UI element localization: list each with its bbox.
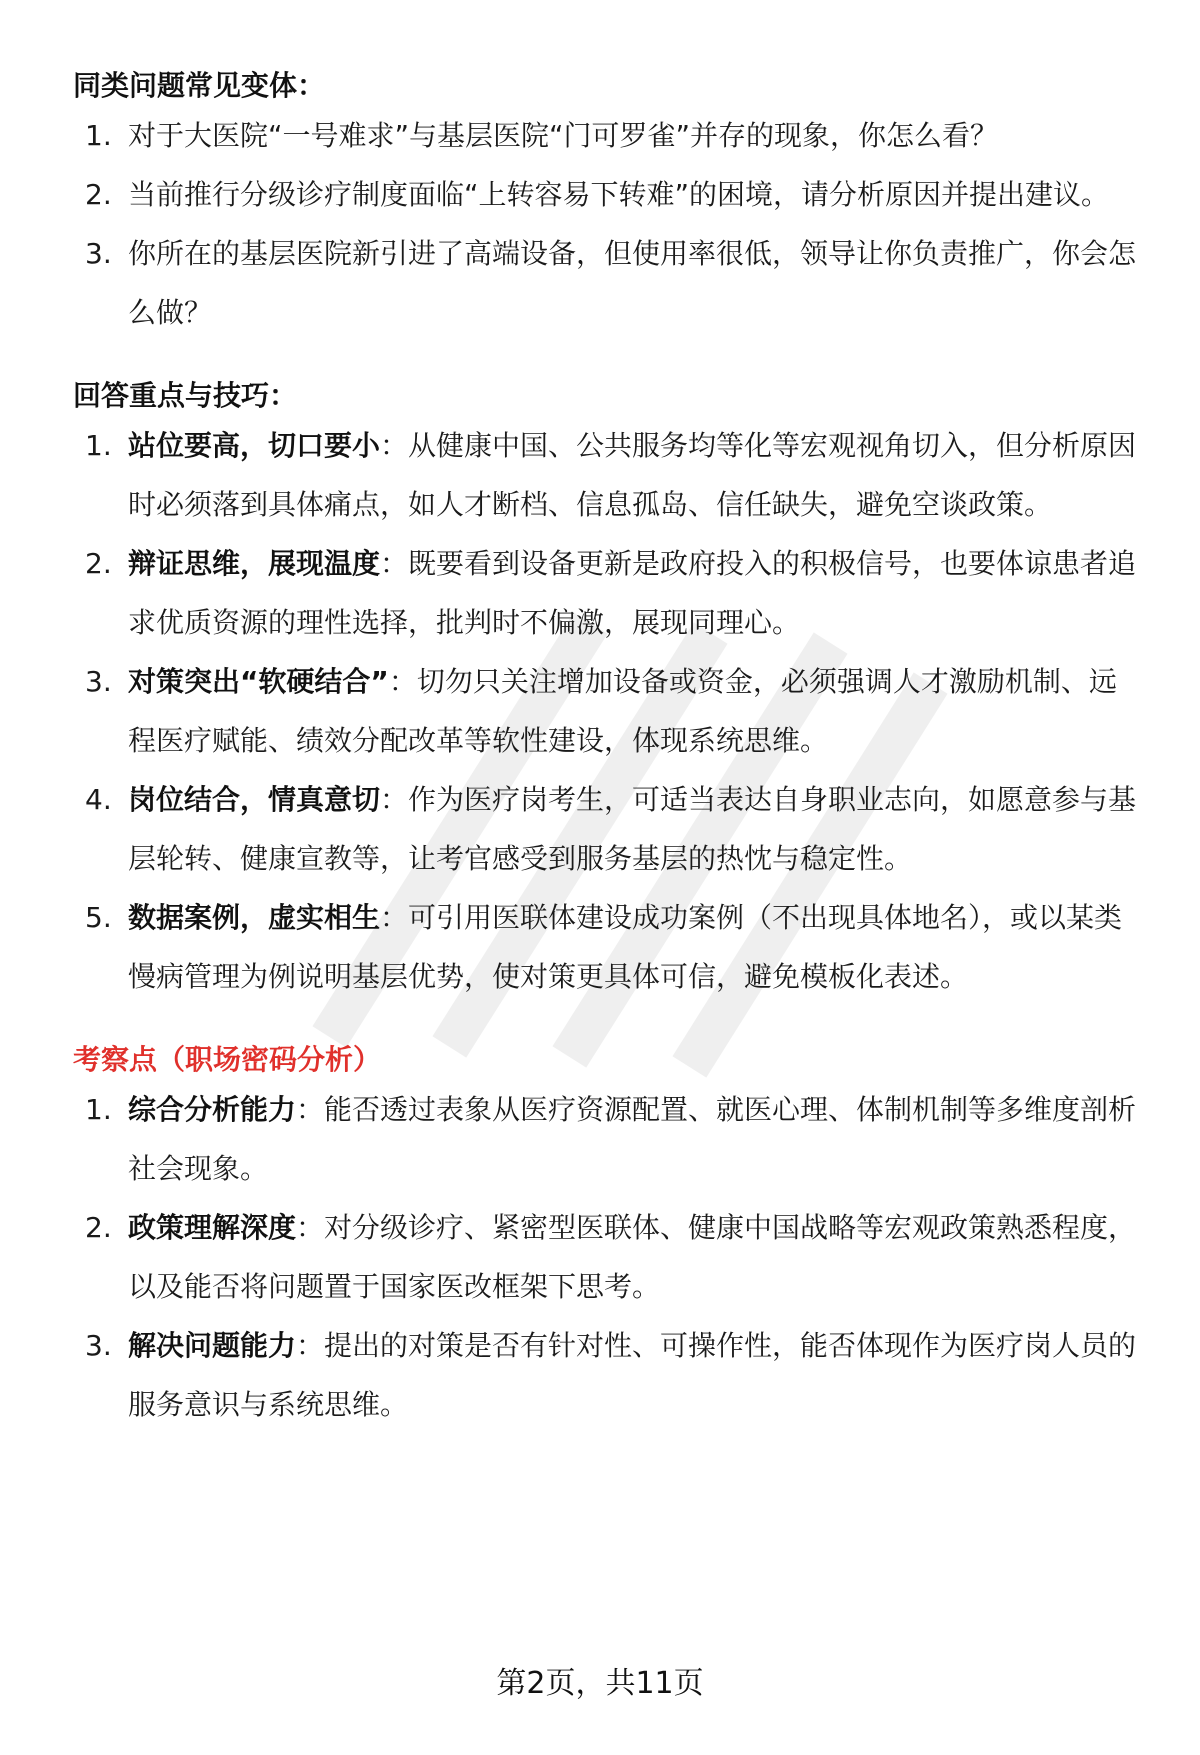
item-text: 对于大医院“一号难求”与基层医院“门可罗雀”并存的现象，你怎么看？ <box>128 119 999 152</box>
item-number: 3. <box>85 665 112 698</box>
item-number: 5. <box>85 901 112 934</box>
item-text: 当前推行分级诊疗制度面临“上转容易下转难”的困境，请分析原因并提出建议。 <box>128 178 1110 211</box>
list-item <box>73 106 1143 165</box>
list-item <box>73 1198 1143 1316</box>
item-text: ：能否透过表象从医疗资源配置、就医心理、体制机制等多维度剖析社会现象。 <box>128 1093 1137 1185</box>
item-keyword: 岗位结合，情真意切 <box>128 783 381 816</box>
item-text: ：可引用医联体建设成功案例（不出现具体地名），或以某类慢病管理为例说明基层优势，使对策更具体可信，避免模板化表述。 <box>128 901 1123 993</box>
item-keyword: 数据案例，虚实相生 <box>128 901 381 934</box>
item-keyword: 辩证思维，展现温度 <box>128 547 381 580</box>
tips-heading: 回答重点与技巧： <box>73 379 298 412</box>
list-item <box>73 888 1143 1006</box>
item-number: 3. <box>85 237 112 270</box>
item-number: 2. <box>85 547 112 580</box>
item-text: ：提出的对策是否有针对性、可操作性，能否体现作为医疗岗人员的服务意识与系统思维。 <box>128 1329 1137 1421</box>
item-number: 2. <box>85 178 112 211</box>
list-item <box>73 1316 1143 1434</box>
item-text: ：切勿只关注增加设备或资金，必须强调人才激励机制、远程医疗赋能、绩效分配改革等软性建设，体现系统思维。 <box>128 665 1117 757</box>
list-item <box>73 770 1143 888</box>
item-keyword: 政策理解深度 <box>128 1211 297 1244</box>
list-item <box>73 224 1143 342</box>
list-item <box>73 1080 1143 1198</box>
list-item <box>73 165 1143 224</box>
item-text: ：对分级诊疗、紧密型医联体、健康中国战略等宏观政策熟悉程度，以及能否将问题置于国家医改框架下思考。 <box>128 1211 1137 1303</box>
item-text: ：作为医疗岗考生，可适当表达自身职业志向，如愿意参与基层轮转、健康宣教等，让考官感受到服务基层的热忱与稳定性。 <box>128 783 1137 875</box>
item-number: 1. <box>85 429 112 462</box>
variants-list <box>73 106 1143 342</box>
item-number: 2. <box>85 1211 112 1244</box>
item-keyword: 综合分析能力 <box>128 1093 297 1126</box>
item-number: 1. <box>85 119 112 152</box>
list-item <box>73 416 1143 534</box>
assessment-list <box>73 1080 1143 1434</box>
main-content <box>73 66 1143 1434</box>
item-keyword: 站位要高，切口要小 <box>128 429 381 462</box>
variants-heading: 同类问题常见变体： <box>73 69 326 102</box>
list-item <box>73 652 1143 770</box>
item-number: 3. <box>85 1329 112 1362</box>
item-keyword: 解决问题能力 <box>128 1329 297 1362</box>
assessment-heading: 考察点（职场密码分析） <box>73 1043 382 1076</box>
item-number: 1. <box>85 1093 112 1126</box>
item-keyword: 对策突出“软硬结合” <box>128 665 389 698</box>
item-text: ：从健康中国、公共服务均等化等宏观视角切入，但分析原因时必须落到具体痛点，如人才断档、信息孤岛、信任缺失，避免空谈政策。 <box>128 429 1137 521</box>
item-text: 你所在的基层医院新引进了高端设备，但使用率很低，领导让你负责推广，你会怎么做？ <box>128 237 1137 329</box>
list-item <box>73 534 1143 652</box>
item-number: 4. <box>85 783 112 816</box>
tips-list <box>73 416 1143 1006</box>
item-text: ：既要看到设备更新是政府投入的积极信号，也要体谅患者追求优质资源的理性选择，批判时不偏激，展现同理心。 <box>128 547 1137 639</box>
page-number: 第2页，共11页 <box>496 1666 704 1701</box>
